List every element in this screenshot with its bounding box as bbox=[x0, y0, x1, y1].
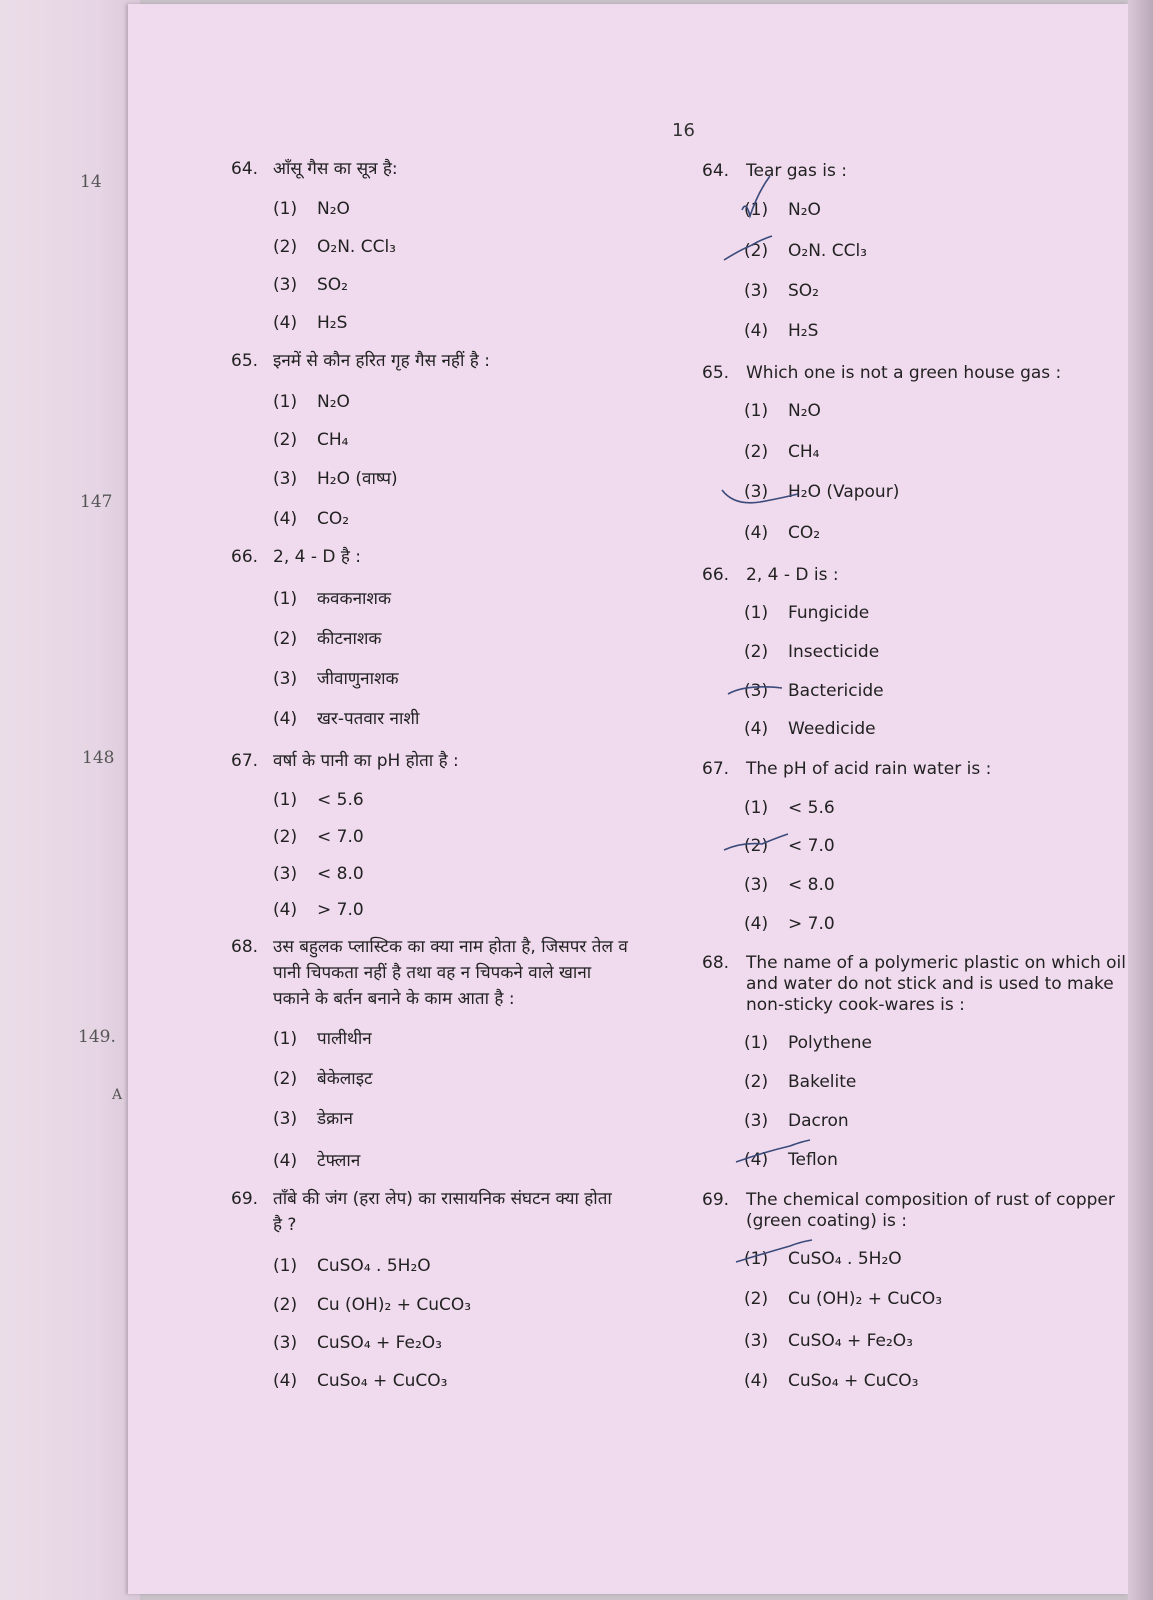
option-text: N₂O bbox=[317, 199, 350, 219]
option-text: N₂O bbox=[788, 200, 821, 220]
option-text: Bactericide bbox=[788, 681, 884, 701]
option-number: (3) bbox=[744, 1111, 769, 1131]
option-number: (1) bbox=[744, 603, 769, 623]
option-number: (4) bbox=[273, 1151, 298, 1171]
option-text: जीवाणुनाशक bbox=[317, 669, 399, 689]
option-number: (2) bbox=[273, 1069, 298, 1089]
option-number: (4) bbox=[273, 1371, 298, 1391]
option-number: (3) bbox=[744, 281, 769, 301]
question-number: 66. bbox=[231, 547, 259, 567]
option-number: (2) bbox=[273, 827, 298, 847]
option-text: खर-पतवार नाशी bbox=[317, 709, 420, 729]
option-number: (2) bbox=[273, 629, 298, 649]
option-number: (1) bbox=[273, 1029, 298, 1049]
option-text: Bakelite bbox=[788, 1072, 857, 1092]
option-text: H₂O (वाष्प) bbox=[317, 469, 398, 489]
option-text: CuSo₄ + CuCO₃ bbox=[788, 1371, 919, 1391]
option-text: Dacron bbox=[788, 1111, 849, 1131]
question-text: इनमें से कौन हरित गृह गैस नहीं है : bbox=[273, 351, 490, 371]
option-text: Weedicide bbox=[788, 719, 876, 739]
option-number: (4) bbox=[273, 900, 298, 920]
option-number: (1) bbox=[273, 392, 298, 412]
option-number: (3) bbox=[744, 482, 769, 502]
question-number: 64. bbox=[231, 159, 259, 179]
option-text: टेफ्लान bbox=[317, 1151, 361, 1171]
option-number: (2) bbox=[744, 442, 769, 462]
option-text: O₂N. CCl₃ bbox=[317, 237, 396, 257]
option-number: (3) bbox=[273, 469, 298, 489]
question-text: and water do not stick and is used to make bbox=[746, 974, 1114, 994]
question-text: आँसू गैस का सूत्र है: bbox=[273, 159, 398, 179]
margin-number: 148 bbox=[82, 748, 115, 768]
option-text: CuSO₄ . 5H₂O bbox=[317, 1256, 431, 1276]
question-number: 66. bbox=[702, 565, 730, 585]
option-number: (4) bbox=[273, 709, 298, 729]
question-text: Tear gas is : bbox=[746, 161, 847, 181]
question-text: non-sticky cook-wares is : bbox=[746, 995, 965, 1015]
margin-number: 14 bbox=[80, 172, 102, 192]
option-text: Fungicide bbox=[788, 603, 870, 623]
option-number: (3) bbox=[744, 681, 769, 701]
option-number: (4) bbox=[744, 1371, 769, 1391]
option-text: कीटनाशक bbox=[317, 629, 382, 649]
margin-number: A bbox=[112, 1087, 123, 1103]
option-text: < 5.6 bbox=[788, 798, 835, 818]
option-number: (4) bbox=[744, 523, 769, 543]
option-number: (1) bbox=[273, 199, 298, 219]
option-text: CH₄ bbox=[788, 442, 820, 462]
option-number: (4) bbox=[744, 719, 769, 739]
option-number: (1) bbox=[744, 798, 769, 818]
option-text: CO₂ bbox=[317, 509, 350, 529]
option-text: Cu (OH)₂ + CuCO₃ bbox=[788, 1289, 943, 1309]
question-text: है ? bbox=[273, 1215, 297, 1235]
option-text: < 8.0 bbox=[317, 864, 364, 884]
option-text: N₂O bbox=[788, 401, 821, 421]
question-number: 68. bbox=[231, 937, 259, 957]
question-number: 65. bbox=[702, 363, 730, 383]
option-text: SO₂ bbox=[317, 275, 348, 295]
option-number: (1) bbox=[273, 589, 298, 609]
option-number: (4) bbox=[273, 313, 298, 333]
question-text: वर्षा के पानी का pH होता है : bbox=[273, 751, 459, 771]
option-number: (4) bbox=[744, 321, 769, 341]
option-number: (1) bbox=[744, 401, 769, 421]
option-text: H₂O (Vapour) bbox=[788, 482, 900, 502]
option-text: O₂N. CCl₃ bbox=[788, 241, 867, 261]
option-text: Teflon bbox=[788, 1150, 838, 1170]
scan-edge bbox=[1128, 0, 1153, 1600]
option-text: Insecticide bbox=[788, 642, 880, 662]
question-number: 68. bbox=[702, 953, 730, 973]
option-text: < 7.0 bbox=[317, 827, 364, 847]
margin-number: 149. bbox=[78, 1027, 116, 1047]
question-text: The pH of acid rain water is : bbox=[746, 759, 992, 779]
question-text: The name of a polymeric plastic on which oil bbox=[746, 953, 1126, 973]
option-text: SO₂ bbox=[788, 281, 819, 301]
option-text: CO₂ bbox=[788, 523, 821, 543]
option-text: < 8.0 bbox=[788, 875, 835, 895]
underlying-page-edge bbox=[0, 0, 140, 1600]
option-number: (2) bbox=[744, 642, 769, 662]
option-text: H₂S bbox=[788, 321, 819, 341]
option-number: (3) bbox=[273, 1109, 298, 1129]
option-text: बेकेलाइट bbox=[317, 1069, 373, 1089]
option-text: > 7.0 bbox=[317, 900, 364, 920]
option-number: (3) bbox=[273, 864, 298, 884]
page-number: 16 bbox=[672, 120, 695, 141]
question-text: 2, 4 - D is : bbox=[746, 565, 839, 585]
option-text: CuSO₄ . 5H₂O bbox=[788, 1249, 902, 1269]
margin-number: 147 bbox=[80, 492, 113, 512]
option-number: (1) bbox=[273, 1256, 298, 1276]
option-number: (4) bbox=[744, 914, 769, 934]
option-number: (1) bbox=[744, 1033, 769, 1053]
option-number: (1) bbox=[744, 200, 769, 220]
option-number: (1) bbox=[273, 790, 298, 810]
question-text: Which one is not a green house gas : bbox=[746, 363, 1062, 383]
option-text: CH₄ bbox=[317, 430, 349, 450]
option-number: (3) bbox=[273, 275, 298, 295]
question-number: 69. bbox=[231, 1189, 259, 1209]
option-number: (4) bbox=[273, 509, 298, 529]
option-number: (2) bbox=[744, 1072, 769, 1092]
option-number: (2) bbox=[273, 430, 298, 450]
option-number: (4) bbox=[744, 1150, 769, 1170]
option-text: < 7.0 bbox=[788, 836, 835, 856]
question-number: 67. bbox=[231, 751, 259, 771]
question-number: 65. bbox=[231, 351, 259, 371]
option-number: (2) bbox=[744, 241, 769, 261]
option-number: (3) bbox=[273, 669, 298, 689]
option-text: CuSo₄ + CuCO₃ bbox=[317, 1371, 448, 1391]
question-text: 2, 4 - D है : bbox=[273, 547, 362, 567]
option-text: Polythene bbox=[788, 1033, 872, 1053]
option-number: (1) bbox=[744, 1249, 769, 1269]
option-text: CuSO₄ + Fe₂O₃ bbox=[317, 1333, 443, 1353]
option-text: पालीथीन bbox=[317, 1029, 372, 1049]
option-text: कवकनाशक bbox=[317, 589, 392, 609]
option-text: Cu (OH)₂ + CuCO₃ bbox=[317, 1295, 472, 1315]
option-number: (2) bbox=[273, 237, 298, 257]
question-text: ताँबे की जंग (हरा लेप) का रासायनिक संघटन क्या होता bbox=[273, 1189, 612, 1209]
option-number: (3) bbox=[273, 1333, 298, 1353]
option-number: (3) bbox=[744, 1331, 769, 1351]
question-text: उस बहुलक प्लास्टिक का क्या नाम होता है, जिसपर तेल व bbox=[273, 937, 628, 957]
option-number: (3) bbox=[744, 875, 769, 895]
option-number: (2) bbox=[744, 836, 769, 856]
question-text: पकाने के बर्तन बनाने के काम आता है : bbox=[273, 989, 515, 1009]
option-text: H₂S bbox=[317, 313, 348, 333]
option-number: (2) bbox=[744, 1289, 769, 1309]
question-number: 69. bbox=[702, 1190, 730, 1210]
question-number: 64. bbox=[702, 161, 730, 181]
option-text: < 5.6 bbox=[317, 790, 364, 810]
option-text: > 7.0 bbox=[788, 914, 835, 934]
question-text: पानी चिपकता नहीं है तथा वह न चिपकने वाले खाना bbox=[273, 963, 592, 983]
option-text: CuSO₄ + Fe₂O₃ bbox=[788, 1331, 914, 1351]
question-number: 67. bbox=[702, 759, 730, 779]
question-text: The chemical composition of rust of copper bbox=[746, 1190, 1115, 1210]
option-number: (2) bbox=[273, 1295, 298, 1315]
option-text: N₂O bbox=[317, 392, 350, 412]
option-text: डेक्रान bbox=[317, 1109, 353, 1129]
question-text: (green coating) is : bbox=[746, 1211, 908, 1231]
